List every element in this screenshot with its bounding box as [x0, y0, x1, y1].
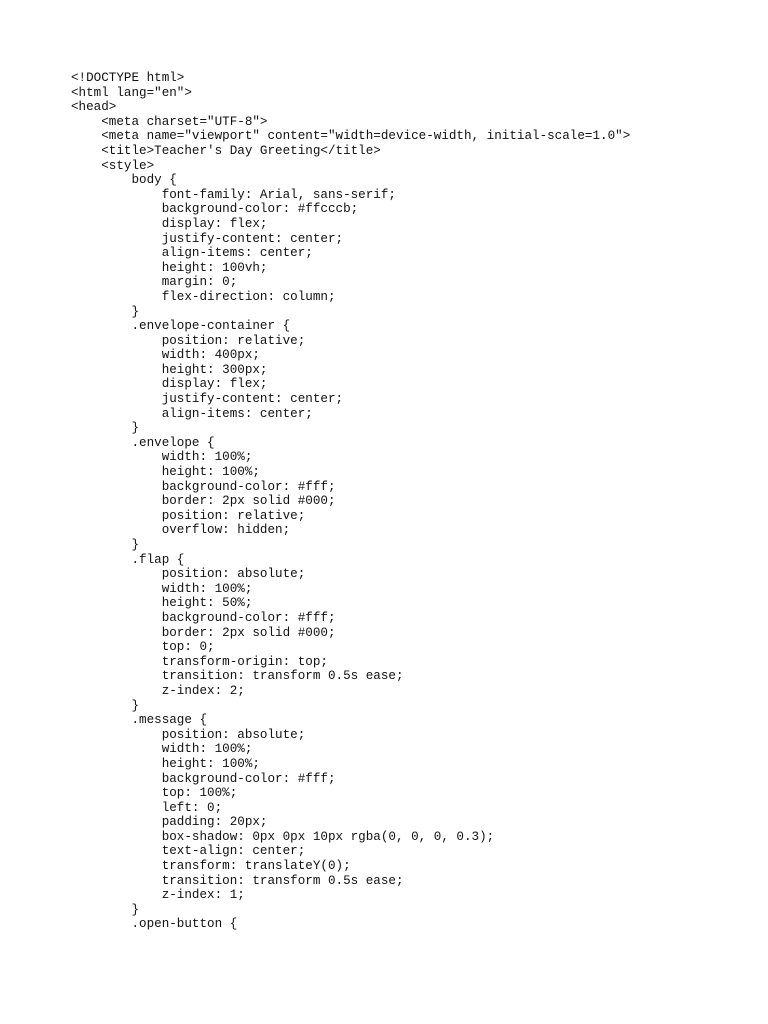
code-line: width: 100%;: [71, 581, 253, 596]
code-line: background-color: #fff;: [71, 479, 336, 494]
code-line: <style>: [71, 158, 155, 173]
code-line: body {: [71, 173, 177, 188]
code-line: border: 2px solid #000;: [71, 625, 336, 640]
code-line: left: 0;: [71, 800, 223, 815]
code-line: justify-content: center;: [71, 392, 344, 407]
code-line: position: absolute;: [71, 567, 306, 582]
code-line: <!DOCTYPE html>: [71, 71, 185, 85]
code-line: width: 400px;: [71, 348, 260, 363]
code-line: }: [71, 421, 140, 436]
code-line: top: 100%;: [71, 786, 238, 801]
code-line: background-color: #ffcccb;: [71, 202, 359, 217]
code-line: margin: 0;: [71, 275, 238, 290]
code-line: display: flex;: [71, 216, 268, 231]
code-line: <meta charset="UTF-8">: [71, 114, 268, 129]
code-line: width: 100%;: [71, 742, 253, 757]
code-line: <html lang="en">: [71, 85, 192, 100]
code-line: transform-origin: top;: [71, 654, 328, 669]
code-line: overflow: hidden;: [71, 523, 291, 538]
code-line: justify-content: center;: [71, 231, 344, 246]
code-line: <title>Teacher's Day Greeting</title>: [71, 143, 381, 158]
code-line: align-items: center;: [71, 246, 313, 261]
code-line: position: relative;: [71, 508, 306, 523]
code-line: font-family: Arial, sans-serif;: [71, 187, 396, 202]
code-line: height: 100%;: [71, 756, 260, 771]
code-line: }: [71, 304, 140, 319]
code-line: box-shadow: 0px 0px 10px rgba(0, 0, 0, 0.3);: [71, 829, 495, 844]
code-line: }: [71, 698, 140, 713]
code-line: }: [71, 538, 140, 552]
code-line: display: flex;: [71, 377, 268, 392]
code-line: height: 100vh;: [71, 260, 268, 275]
code-line: flex-direction: column;: [71, 289, 336, 304]
code-line: .open-button {: [71, 917, 238, 932]
code-line: .envelope-container {: [71, 319, 291, 334]
code-line: transition: transform 0.5s ease;: [71, 873, 404, 888]
code-listing: [71, 71, 630, 932]
code-line: <head>: [71, 100, 117, 115]
code-line: align-items: center;: [71, 406, 313, 421]
code-line: padding: 20px;: [71, 815, 268, 830]
code-line: .flap {: [71, 552, 185, 567]
code-line: transform: translateY(0);: [71, 859, 351, 874]
code-line: position: relative;: [71, 333, 306, 348]
code-line: .message {: [71, 713, 208, 728]
code-line: z-index: 2;: [71, 683, 245, 698]
code-line: <meta name="viewport" content="width=device-width, initial-scale=1.0">: [71, 129, 631, 144]
code-line: background-color: #fff;: [71, 771, 336, 786]
code-line: transition: transform 0.5s ease;: [71, 669, 404, 684]
code-line: width: 100%;: [71, 450, 253, 465]
code-line: border: 2px solid #000;: [71, 494, 336, 509]
code-line: position: absolute;: [71, 727, 306, 742]
code-line: }: [71, 902, 140, 917]
code-line: background-color: #fff;: [71, 610, 336, 625]
code-line: .envelope {: [71, 435, 215, 450]
code-line: height: 100%;: [71, 465, 260, 480]
code-line: z-index: 1;: [71, 888, 245, 903]
code-line: height: 50%;: [71, 596, 253, 611]
code-line: top: 0;: [71, 640, 215, 655]
code-line: height: 300px;: [71, 362, 268, 377]
code-line: text-align: center;: [71, 844, 306, 859]
